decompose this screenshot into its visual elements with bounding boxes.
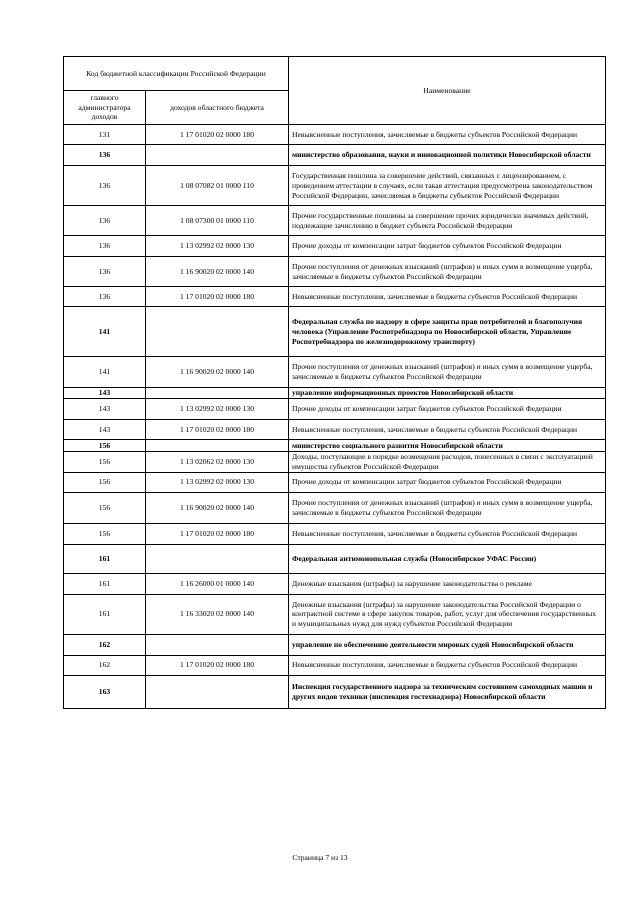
name-cell: Государственная пошлина за совершение действий, связанных с лицензированием, с проведением аттестации в случаях, если такая аттестация предусмотрена законодательством Российской Федерации, зачисляемая в бюджеты субъектов Российской Федерации — [289, 166, 606, 206]
name-cell: Невыясненные поступления, зачисляемые в бюджеты субъектов Российской Федерации — [289, 420, 606, 440]
income-code-cell: 1 13 02062 02 0000 130 — [146, 452, 289, 472]
name-cell: министерство образования, науки и инновационной политики Новосибирской области — [289, 145, 606, 166]
name-cell: Федеральная служба по надзору в сфере защиты прав потребителей и благополучия человека (Управление Роспотребнадзора по Новосибирской области, Управление Роспотребнадзора по железнодорожному транспорту) — [289, 307, 606, 357]
income-code-cell: 1 13 02992 02 0000 130 — [146, 399, 289, 420]
table-row — [64, 166, 606, 206]
name-cell: Невыясненные поступления, зачисляемые в бюджеты субъектов Российской Федерации — [289, 287, 606, 307]
table-row — [64, 675, 606, 708]
name-cell: Прочие доходы от компенсации затрат бюджетов субъектов Российской Федерации — [289, 399, 606, 420]
name-cell: Невыясненные поступления, зачисляемые в бюджеты субъектов Российской Федерации — [289, 523, 606, 544]
income-code-cell: 1 16 90020 02 0000 140 — [146, 492, 289, 523]
table-row — [64, 236, 606, 257]
table-body — [64, 125, 606, 708]
table-row — [64, 472, 606, 492]
name-cell: Прочие доходы от компенсации затрат бюджетов субъектов Российской Федерации — [289, 236, 606, 257]
table-row — [64, 440, 606, 452]
table-row — [64, 125, 606, 145]
income-code-cell — [146, 307, 289, 357]
table-row — [64, 523, 606, 544]
income-code-cell — [146, 145, 289, 166]
admin-code-cell: 136 — [64, 236, 146, 257]
name-cell: Федеральная антимонопольная служба (Новосибирское УФАС России) — [289, 544, 606, 573]
budget-classification-table — [63, 56, 606, 709]
income-code-cell — [146, 634, 289, 655]
table-row — [64, 452, 606, 472]
admin-code-cell: 156 — [64, 523, 146, 544]
income-code-cell: 1 17 01020 02 0000 180 — [146, 287, 289, 307]
table-row — [64, 634, 606, 655]
admin-code-cell: 162 — [64, 655, 146, 675]
table-row — [64, 655, 606, 675]
admin-code-cell: 156 — [64, 472, 146, 492]
admin-code-cell: 143 — [64, 420, 146, 440]
income-code-cell: 1 13 02992 02 0000 130 — [146, 236, 289, 257]
table-row — [64, 307, 606, 357]
admin-code-cell: 136 — [64, 257, 146, 287]
name-cell: министерство социального развития Новосибирской области — [289, 440, 606, 452]
header-code: доходов областного бюджета — [146, 91, 289, 125]
admin-code-cell: 156 — [64, 452, 146, 472]
admin-code-cell: 161 — [64, 573, 146, 594]
admin-code-cell: 143 — [64, 399, 146, 420]
admin-code-cell: 162 — [64, 634, 146, 655]
name-cell: Прочие государственные пошлины за совершение прочих юридически значимых действий, подлежащие зачислению в бюджет субъекта Российской Федерации — [289, 206, 606, 236]
income-code-cell: 1 08 07300 01 0000 110 — [146, 206, 289, 236]
table-row — [64, 388, 606, 399]
table-row — [64, 357, 606, 388]
name-cell: Денежные взыскания (штрафы) за нарушение законодательства о рекламе — [289, 573, 606, 594]
admin-code-cell: 143 — [64, 388, 146, 399]
admin-code-cell: 136 — [64, 166, 146, 206]
income-code-cell — [146, 544, 289, 573]
table-row — [64, 287, 606, 307]
table-row — [64, 573, 606, 594]
income-code-cell: 1 17 01020 02 0000 180 — [146, 655, 289, 675]
name-cell: Прочие поступления от денежных взысканий (штрафов) и иных сумм в возмещение ущерба, зачисляемые в бюджеты субъектов Российской Федерации — [289, 257, 606, 287]
admin-code-cell: 156 — [64, 440, 146, 452]
name-cell: Невыясненные поступления, зачисляемые в бюджеты субъектов Российской Федерации — [289, 125, 606, 145]
income-code-cell — [146, 675, 289, 708]
admin-code-cell: 141 — [64, 357, 146, 388]
table-row — [64, 399, 606, 420]
income-code-cell: 1 08 07082 01 0000 110 — [146, 166, 289, 206]
header-admin: главного администратора доходов — [64, 91, 146, 125]
income-code-cell: 1 13 02992 02 0000 130 — [146, 472, 289, 492]
name-cell: Инспекция государственного надзора за техническим состоянием самоходных машин и других видов техники (инспекция гостехнадзора) Новосибирской области — [289, 675, 606, 708]
name-cell: Прочие доходы от компенсации затрат бюджетов субъектов Российской Федерации — [289, 472, 606, 492]
admin-code-cell: 136 — [64, 206, 146, 236]
table-row — [64, 492, 606, 523]
income-code-cell: 1 16 90020 02 0000 140 — [146, 357, 289, 388]
admin-code-cell: 131 — [64, 125, 146, 145]
income-code-cell: 1 16 90020 02 0000 140 — [146, 257, 289, 287]
income-code-cell — [146, 440, 289, 452]
table-row — [64, 544, 606, 573]
name-cell: Невыясненные поступления, зачисляемые в бюджеты субъектов Российской Федерации — [289, 655, 606, 675]
name-cell: Денежные взыскания (штрафы) за нарушение законодательства Российской Федерации о контрактной системе в сфере закупок товаров, работ, услуг для обеспечения государственных и муниципальных нужд для нужд субъектов Российской Федерации — [289, 594, 606, 634]
name-cell: Прочие поступления от денежных взысканий (штрафов) и иных сумм в возмещение ущерба, зачисляемые в бюджеты субъектов Российской Федерации — [289, 357, 606, 388]
admin-code-cell: 161 — [64, 594, 146, 634]
table-row — [64, 257, 606, 287]
admin-code-cell: 136 — [64, 287, 146, 307]
admin-code-cell: 156 — [64, 492, 146, 523]
table-row — [64, 145, 606, 166]
table-header — [64, 57, 606, 125]
admin-code-cell: 136 — [64, 145, 146, 166]
table-row — [64, 594, 606, 634]
income-code-cell: 1 17 01020 02 0000 180 — [146, 420, 289, 440]
header-group-label: Код бюджетной классификации Российской Федерации — [64, 57, 289, 91]
income-code-cell: 1 17 01020 02 0000 180 — [146, 125, 289, 145]
income-code-cell — [146, 388, 289, 399]
name-cell: Прочие поступления от денежных взысканий (штрафов) и иных сумм в возмещение ущерба, зачисляемые в бюджеты субъектов Российской Федерации — [289, 492, 606, 523]
admin-code-cell: 141 — [64, 307, 146, 357]
name-cell: Доходы, поступающие в порядке возмещения расходов, понесенных в связи с эксплуатацией имущества субъектов Российской Федерации — [289, 452, 606, 472]
name-cell: управление информационных проектов Новосибирской области — [289, 388, 606, 399]
income-code-cell: 1 17 01020 02 0000 180 — [146, 523, 289, 544]
table-row — [64, 206, 606, 236]
table-row — [64, 420, 606, 440]
page-number: Страница 7 из 13 — [292, 853, 348, 862]
header-name: Наименование — [289, 57, 606, 125]
admin-code-cell: 161 — [64, 544, 146, 573]
income-code-cell: 1 16 26000 01 0000 140 — [146, 573, 289, 594]
income-code-cell: 1 16 33020 02 0000 140 — [146, 594, 289, 634]
name-cell: управление по обеспечению деятельности мировых судей Новосибирской области — [289, 634, 606, 655]
admin-code-cell: 163 — [64, 675, 146, 708]
